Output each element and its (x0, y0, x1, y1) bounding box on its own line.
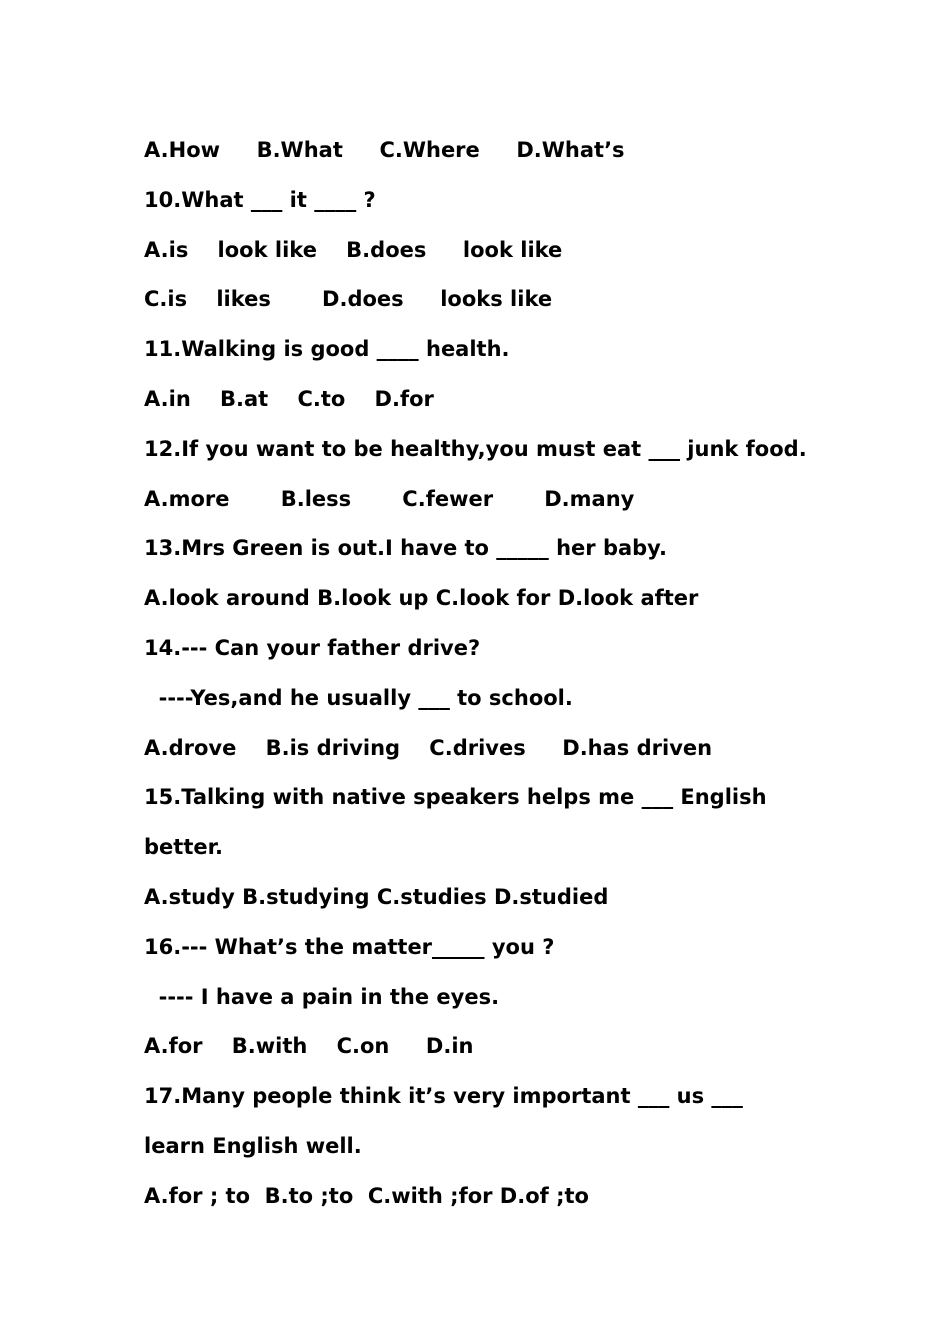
q11-question: 11.Walking is good ____ health. (144, 337, 510, 362)
q12-question: 12.If you want to be healthy,you must eat ___ junk food. (144, 436, 807, 461)
q15-question: 15.Talking with native speakers helps me ___ English (144, 785, 767, 810)
q17-options: A.for ; to B.to ;to C.with ;for D.of ;to (144, 1183, 589, 1208)
q12-options: A.more B.less C.fewer D.many (144, 486, 635, 511)
q10-options-ab: A.is look like B.does look like (144, 237, 563, 262)
q10-options-cd: C.is likes D.does looks like (144, 287, 553, 312)
q16-options: A.for B.with C.on D.in (144, 1034, 474, 1059)
q14-question: 14.--- Can your father drive? (144, 635, 481, 660)
q16-answer-line: ---- I have a pain in the eyes. (144, 984, 500, 1009)
q14-options: A.drove B.is driving C.drives D.has driven (144, 735, 713, 760)
q17-question: 17.Many people think it’s very important ___ us ___ (144, 1084, 743, 1109)
q17-question-cont: learn English well. (144, 1133, 362, 1158)
q13-question: 13.Mrs Green is out.I have to _____ her baby. (144, 536, 667, 561)
q9-options: A.How B.What C.Where D.What’s (144, 138, 625, 162)
q11-options: A.in B.at C.to D.for (144, 386, 434, 411)
worksheet-page (144, 128, 904, 1224)
q13-options: A.look around B.look up C.look for D.look after (144, 586, 699, 611)
q15-question-cont: better. (144, 835, 223, 860)
q15-options: A.study B.studying C.studies D.studied (144, 884, 609, 909)
q10-question: 10.What ___ it ____ ? (144, 187, 376, 212)
q14-answer-line: ----Yes,and he usually ___ to school. (144, 685, 573, 710)
q16-question: 16.--- What’s the matter_____ you ? (144, 934, 555, 959)
